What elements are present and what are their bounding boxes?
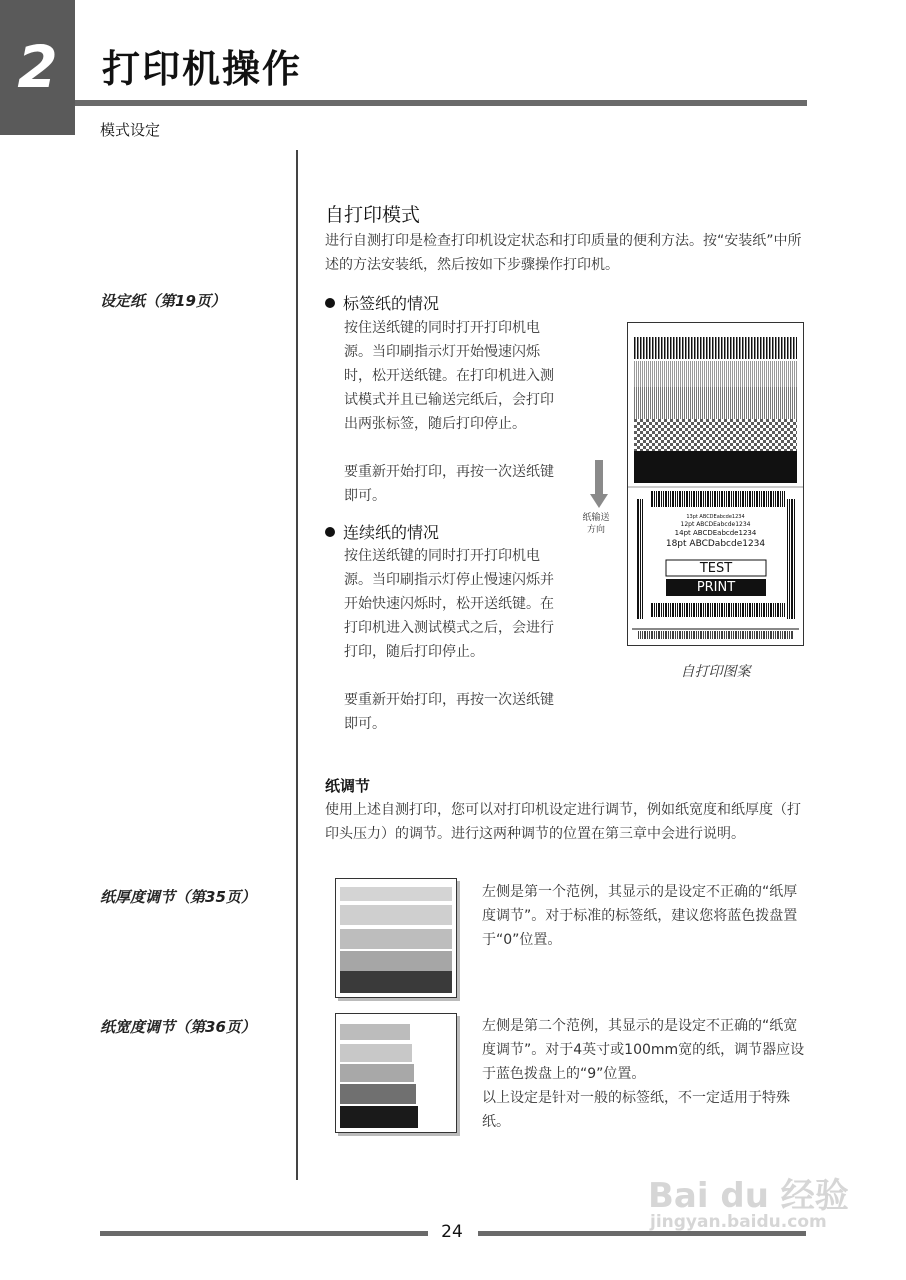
watermark-url: jingyan.baidu.com [650,1212,827,1232]
sample-print-word: PRINT [696,580,736,595]
width-note: 以上设定是针对一般的标签纸，不一定适用于特殊纸。 [482,1090,790,1130]
label-paper-body: 按住送纸键的同时打开打印机电源。当印刷指示灯开始慢速闪烁时，松开送纸键。在打印机进入测试模式并且已输送完纸后，会打印出两张标签，随后打印停止。 [344,320,554,432]
width-sample-image [335,1013,457,1133]
page-title: 打印机操作 [102,47,303,91]
content-divider [296,150,298,1180]
width-text: 左侧是第二个范例，其显示的是设定不正确的“纸宽度调节”。对于4英寸或100mm宽的纸，调节器应设于蓝色拨盘上的“9”位置。 [482,1018,805,1082]
self-print-heading: 自打印模式 [325,204,421,226]
feed-direction-label: 纸输送方向 [582,513,610,535]
continuous-paper-title: 连续纸的情况 [343,523,440,542]
self-print-pattern-image [627,322,804,646]
self-print-intro: 进行自测打印是检查打印机设定状态和打印质量的便利方法。按“安装纸”中所述的方法安装纸，然后按如下步骤操作打印机。 [325,233,802,273]
figure-caption: 自打印图案 [680,664,751,680]
bullet-icon [325,527,335,537]
continuous-paper-restart: 要重新开始打印，再按一次送纸键即可。 [344,692,554,732]
sample-line-4: 18pt ABCDabcde1234 [665,539,766,549]
label-paper-restart: 要重新开始打印，再按一次送纸键即可。 [344,464,554,504]
footer-rule-left [100,1231,428,1236]
watermark-logo: Bai du 经验 [648,1176,849,1216]
continuous-paper-body: 按住送纸键的同时打开打印机电源。当印刷指示灯停止慢速闪烁并开始快速闪烁时，松开送纸键。在打印机进入测试模式之后，会进行打印，随后打印停止。 [344,548,554,660]
chapter-number-box: 2 [0,0,75,135]
side-note-width: 纸宽度调节（第36页） [100,1018,256,1036]
paper-adjust-intro: 使用上述自测打印，您可以对打印机设定进行调节，例如纸宽度和纸厚度（打印头压力）的调节。进行这两种调节的位置在第三章中会进行说明。 [325,802,801,842]
title-divider [75,100,807,106]
continuous-paper-heading [325,520,439,543]
sample-line-1: 13pt ABCDEabcde1234 [686,514,745,520]
label-paper-title: 标签纸的情况 [343,294,440,313]
side-note-thickness: 纸厚度调节（第35页） [100,888,256,906]
label-paper-heading [325,291,439,314]
side-note-set-paper: 设定纸（第19页） [100,292,226,310]
thickness-sample-image [335,878,457,998]
paper-adjust-heading: 纸调节 [325,777,371,795]
sample-line-2: 12pt ABCDEabcde1234 [680,521,751,528]
sample-test-word: TEST [699,561,733,576]
bullet-icon [325,298,335,308]
sample-line-3: 14pt ABCDEabcde1234 [674,529,757,537]
page-number: 24 [441,1222,463,1242]
section-label: 模式设定 [100,121,161,139]
thickness-text: 左侧是第一个范例，其显示的是设定不正确的“纸厚度调节”。对于标准的标签纸，建议您将蓝色拨盘置于“0”位置。 [482,884,798,948]
sample-text-lines [648,513,783,550]
feed-direction-arrow-icon [589,460,609,510]
